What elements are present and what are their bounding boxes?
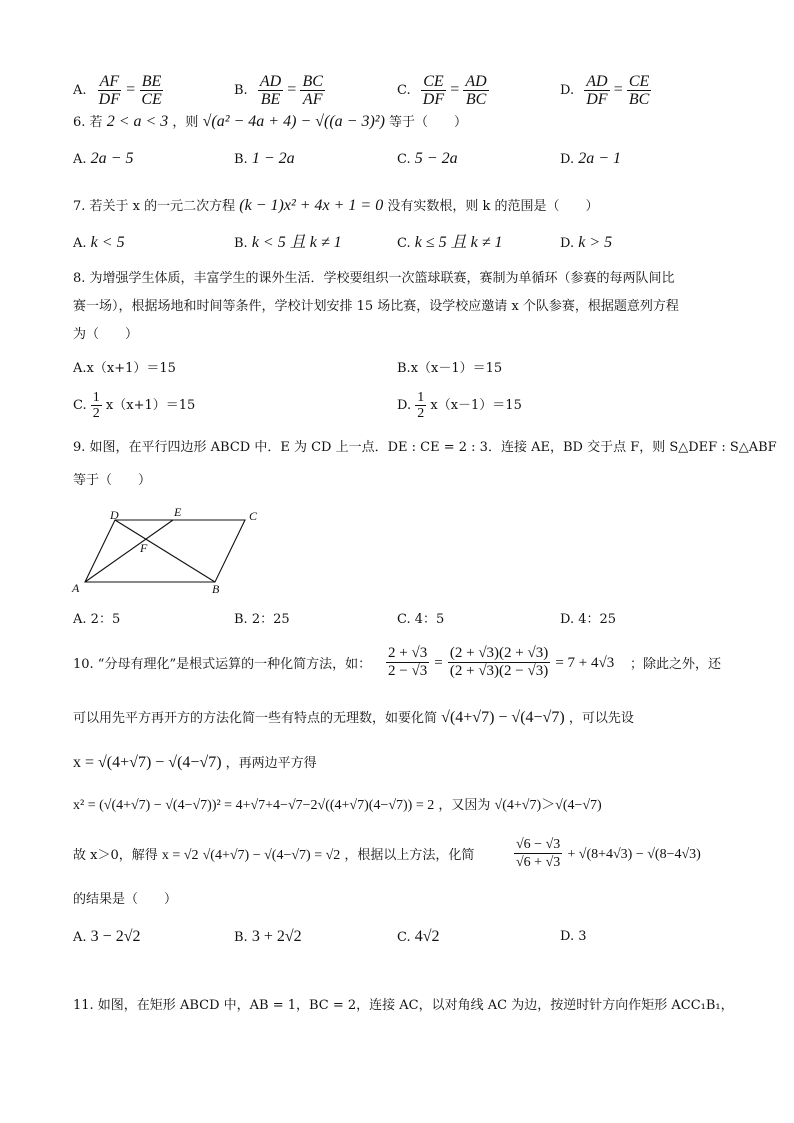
q8-option-c: C. $\frac{1}{2}$ x（x+1）＝15: [73, 390, 196, 421]
q10-line2: 可以用先平方再开方的方法化简一些有特点的无理数，如要化简 √(4+√7) − √(4−√7) ，可以先设: [73, 709, 634, 726]
label-f: F: [140, 541, 148, 555]
q10-line3: x = √(4+√7) − √(4−√7) ，再两边平方得: [73, 754, 317, 771]
q10-line1-prefix: 10. “分母有理化”是根式运算的一种化简方法，如：: [73, 657, 372, 672]
q10-line5: 故 x＞0，解得 x = √2 √(4+√7) − √(4−√7) = √2 ，根据以上方法，化简: [73, 848, 475, 863]
q9-option-c: C. 4：5: [397, 612, 445, 627]
q7-option-c: C. k ≤ 5 且 k ≠ 1: [397, 234, 503, 251]
q10-line4: x² = (√(4+√7) − √(4−√7))² = 4+√7+4−√7−2√((4+√7)(4−√7)) = 2 ，又因为 √(4+√7)＞√(4−√7): [73, 798, 602, 813]
q7-stem: 7. 若关于 x 的一元二次方程 (k − 1)x² + 4x + 1 = 0 没有实数根，则 k 的范围是（ ）: [73, 197, 599, 214]
q8-option-b: B.x（x－1）＝15: [397, 361, 503, 376]
q6-stem: 6. 若 2 < a < 3 ，则 √(a² − 4a + 4) − √((a − 3)²) 等于（ ）: [73, 113, 468, 130]
q7-option-a: A. k < 5: [73, 234, 125, 251]
q5-option-d: D. $\frac{AD}{DF}$ = $\frac{CE}{BC}$: [560, 73, 650, 108]
q10-option-b: B. 3 + 2√2: [234, 928, 302, 945]
q10-option-a: A. 3 − 2√2: [73, 928, 141, 945]
q8-option-d: D. $\frac{1}{2}$ x（x－1）＝15: [397, 390, 522, 421]
segment-bd: [115, 520, 215, 582]
q6-option-d: D. 2a − 1: [560, 150, 622, 167]
q10-line6: 的结果是（ ）: [73, 892, 178, 907]
label-e: E: [174, 505, 182, 519]
q9-line1: 9. 如图，在平行四边形 ABCD 中．E 为 CD 上一点．DE : CE = 2 : 3．连接 AE，BD 交于点 F，则 S△DEF : S△ABF: [73, 440, 777, 455]
q6-option-a: A. 2a − 5: [73, 150, 134, 167]
q5-option-c: C. $\frac{CE}{DF}$ = $\frac{AD}{BC}$: [397, 73, 487, 108]
parallelogram-figure: [60, 500, 280, 595]
label-b: B: [212, 582, 220, 595]
q9-line2: 等于（ ）: [73, 473, 152, 488]
q7-option-d: D. k > 5: [560, 234, 613, 251]
q10-option-d: D. 3: [560, 929, 587, 944]
q9-option-a: A. 2：5: [73, 612, 121, 627]
label-c: C: [249, 509, 258, 523]
q10-option-c: C. 4√2: [397, 928, 440, 945]
q9-option-d: D. 4：25: [560, 612, 617, 627]
q6-option-c: C. 5 − 2a: [397, 150, 458, 167]
q8-option-a: A.x（x+1）＝15: [73, 361, 176, 376]
q5-option-b: B. $\frac{AD}{BE}$ = $\frac{BC}{AF}$: [234, 73, 323, 108]
q8-line2: 赛一场），根据场地和时间等条件，学校计划安排 15 场比赛，设学校应邀请 x 个队参赛，根据题意列方程: [73, 299, 679, 314]
q10-simplify-expr: $\frac{√6 - √3}{√6 + √3}$ + √(8+4√3) − √(8−4√3): [516, 837, 701, 870]
q11-line1: 11. 如图，在矩形 ABCD 中，AB = 1，BC = 2，连接 AC，以对角线 AC 为边，按逆时针方向作矩形 ACC₁B₁，: [73, 998, 734, 1013]
label-d: D: [110, 508, 119, 522]
q7-option-b: B. k < 5 且 k ≠ 1: [234, 234, 342, 251]
q9-option-b: B. 2：25: [234, 612, 290, 627]
label-a: A: [72, 581, 80, 595]
q10-example-fraction: $\frac{2 + √3}{2 - √3}$ = $\frac{(2 + √3)(2 + √3)}{(2 + √3)(2 - √3)}$ = 7 + 4√3: [388, 645, 615, 679]
q10-line1-suffix: ；除此之外，还: [630, 657, 722, 672]
q8-line3: 为（ ）: [73, 327, 139, 342]
q8-line1: 8. 为增强学生体质，丰富学生的课外生活．学校要组织一次篮球联赛，赛制为单循环（参赛的每两队间比: [73, 271, 675, 286]
q5-option-a: A. $\frac{AF}{DF}$ = $\frac{BE}{CE}$: [73, 73, 162, 108]
q6-option-b: B. 1 − 2a: [234, 150, 295, 167]
